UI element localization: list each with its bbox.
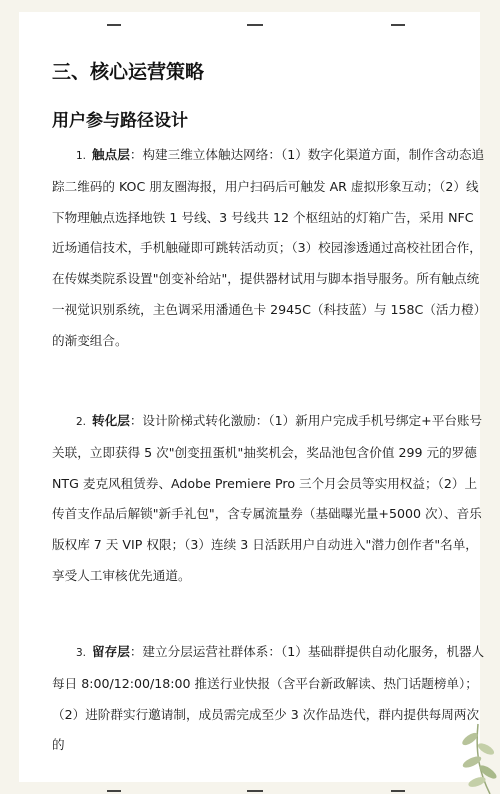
list-item (52, 406, 489, 592)
leaf-decoration-icon (430, 694, 500, 794)
list-item-number: 3. (76, 647, 87, 659)
list-item-number: 2. (76, 416, 87, 428)
list-item-number: 1. (76, 150, 87, 162)
page-edge-mark (247, 790, 263, 792)
page-edge-mark (391, 24, 405, 26)
list-item-term: 转化层 (92, 413, 130, 428)
list-item-text: ：建立分层运营社群体系：（1）基础群提供自动化服务，机器人每日 8:00/12:00/18:00 推送行业快报（含平台新政解读、热门话题榜单）；（2）进阶群实行邀请制，成员需完成至少 3 次作品迭代，群内提供每周两次的 (52, 644, 485, 753)
list-item (52, 140, 489, 357)
list-item-term: 留存层 (92, 644, 130, 659)
page-edge-mark (247, 24, 263, 26)
page-edge-mark (107, 790, 121, 792)
document-page (19, 12, 487, 782)
list-item-term: 触点层 (92, 147, 130, 162)
list-item-text: ：构建三维立体触达网络：（1）数字化渠道方面，制作含动态追踪二维码的 KOC 朋友圈海报，用户扫码后可触发 AR 虚拟形象互动；（2）线下物理触点选择地铁 1 号线、3 号线共 12 个枢纽站的灯箱广告，采用 NFC 近场通信技术，手机触碰即可跳转活动页；（3）校园渗透通过高校社团合作，在传媒类院系设置"创变补给站"，提供器材试用与脚本指导服务。所有触点统一视觉识别系统，主色调采用潘通色卡 2945C（科技蓝）与 158C（活力橙）的渐变组合。 (52, 147, 487, 348)
subsection-title: 用户参与路径设计 (52, 111, 188, 131)
list-item-text: ：设计阶梯式转化激励：（1）新用户完成手机号绑定+平台账号关联，立即获得 5 次"创变扭蛋机"抽奖机会，奖品池包含价值 299 元的罗德 NTG 麦克风租赁券、Adobe Premiere Pro 三个月会员等实用权益；（2）上传首支作品后解锁"新手礼包"，含专属流量券（基础曝光量+5000 次）、音乐版权库 7 天 VIP 权限；（3）连续 3 日活跃用户自动进入"潜力创作者"名单，享受人工审核优先通道。 (52, 413, 483, 583)
list-item (52, 637, 489, 761)
page-edge-mark (391, 790, 405, 792)
section-title: 三、核心运营策略 (52, 61, 205, 83)
page-edge-mark (107, 24, 121, 26)
